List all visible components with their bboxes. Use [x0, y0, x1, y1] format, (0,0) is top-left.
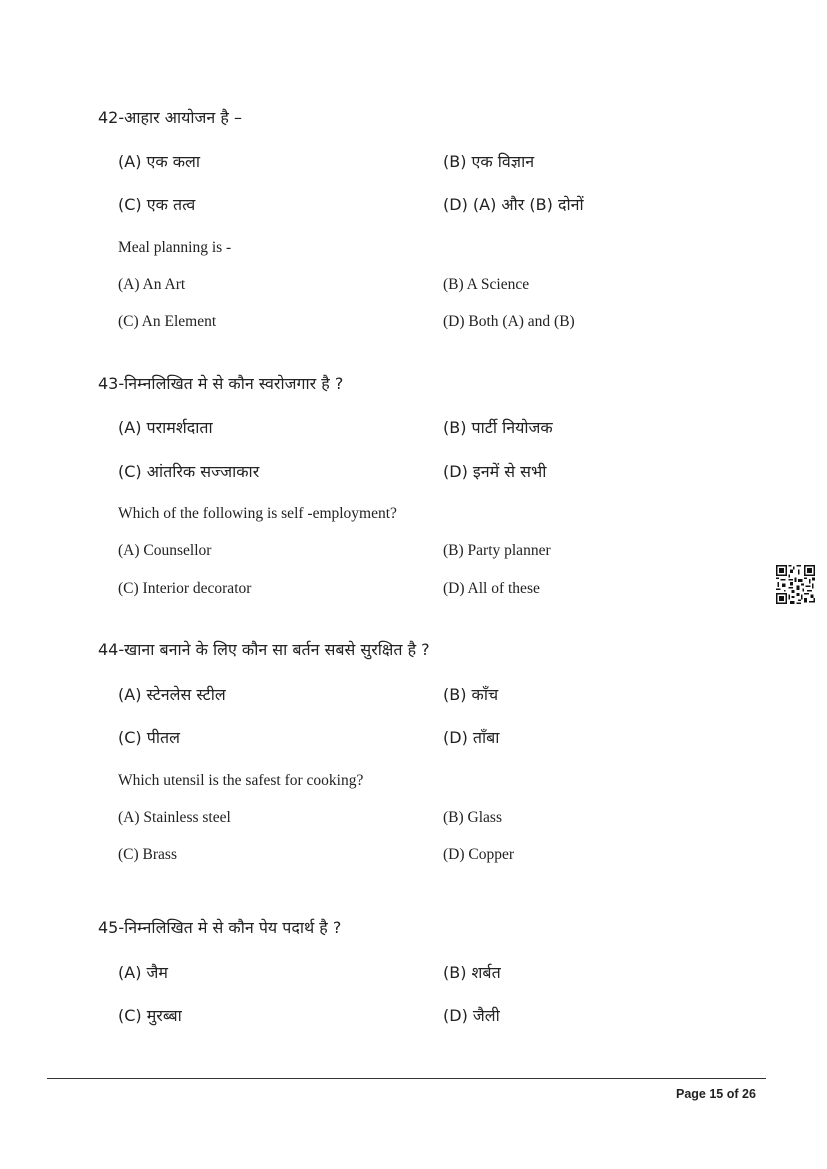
question-42-english: Meal planning is -	[118, 239, 232, 256]
q42-hi-option-d: (D) (A) और (B) दोनों	[443, 195, 584, 214]
q42-hi-option-a: (A) एक कला	[118, 152, 201, 171]
q45-hi-option-a: (A) जैम	[118, 963, 168, 982]
qr-code-icon	[776, 565, 815, 604]
q42-en-option-b: (B) A Science	[443, 276, 530, 293]
q44-en-option-d: (D) Copper	[443, 846, 515, 863]
q45-hi-option-b: (B) शर्बत	[443, 963, 501, 982]
q43-hi-option-a: (A) परामर्शदाता	[118, 418, 213, 437]
q43-en-option-a: (A) Counsellor	[118, 542, 212, 559]
q43-hi-option-c: (C) आंतरिक सज्जाकार	[118, 462, 260, 481]
q42-en-option-d: (D) Both (A) and (B)	[443, 313, 575, 330]
q43-en-option-d: (D) All of these	[443, 580, 540, 597]
q45-hi-option-d: (D) जैली	[443, 1006, 500, 1025]
q43-hi-option-b: (B) पार्टी नियोजक	[443, 418, 553, 437]
question-45-hindi: 45-निम्नलिखित मे से कौन पेय पदार्थ है ?	[98, 918, 342, 937]
question-43-hindi: 43-निम्नलिखित मे से कौन स्वरोजगार है ?	[98, 374, 344, 393]
question-43-english: Which of the following is self -employment?	[118, 505, 397, 522]
q44-en-option-c: (C) Brass	[118, 846, 177, 863]
q44-en-option-a: (A) Stainless steel	[118, 809, 231, 826]
q44-hi-option-c: (C) पीतल	[118, 728, 180, 747]
question-44-hindi: 44-खाना बनाने के लिए कौन सा बर्तन सबसे सुरक्षित है ?	[98, 640, 430, 659]
page-number: Page 15 of 26	[676, 1087, 756, 1101]
q43-hi-option-d: (D) इनमें से सभी	[443, 462, 547, 481]
q44-en-option-b: (B) Glass	[443, 809, 502, 826]
question-42-hindi: 42-आहार आयोजन है –	[98, 108, 242, 127]
footer-divider	[47, 1078, 766, 1079]
q42-hi-option-c: (C) एक तत्व	[118, 195, 196, 214]
q44-hi-option-b: (B) काँच	[443, 685, 499, 704]
question-44-english: Which utensil is the safest for cooking?	[118, 772, 364, 789]
q42-en-option-c: (C) An Element	[118, 313, 217, 330]
q43-en-option-c: (C) Interior decorator	[118, 580, 252, 597]
q44-hi-option-d: (D) ताँबा	[443, 728, 500, 747]
q42-en-option-a: (A) An Art	[118, 276, 186, 293]
q43-en-option-b: (B) Party planner	[443, 542, 551, 559]
q42-hi-option-b: (B) एक विज्ञान	[443, 152, 535, 171]
q45-hi-option-c: (C) मुरब्बा	[118, 1006, 182, 1025]
q44-hi-option-a: (A) स्टेनलेस स्टील	[118, 685, 226, 704]
